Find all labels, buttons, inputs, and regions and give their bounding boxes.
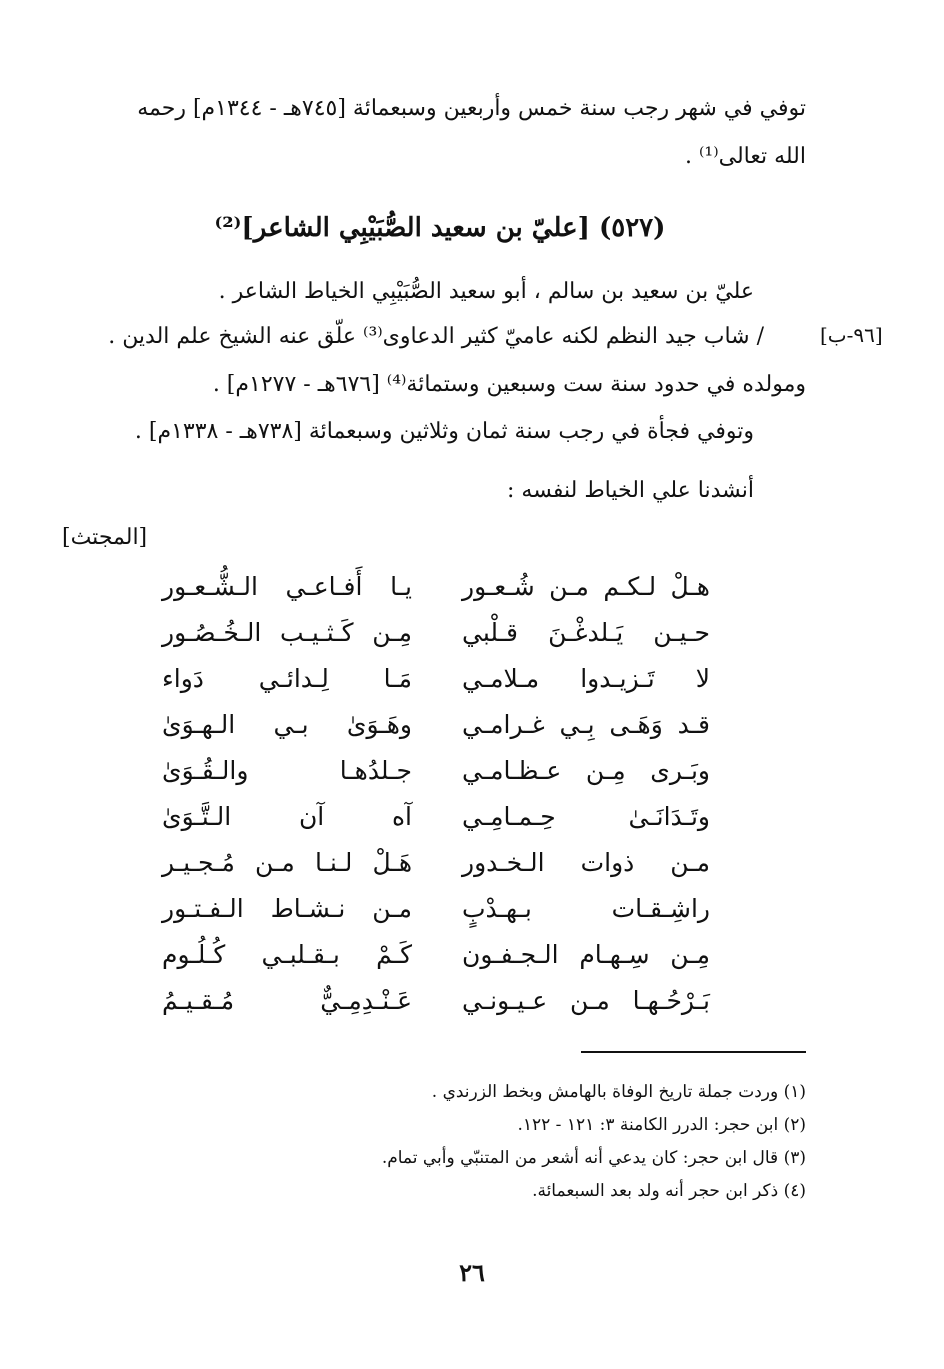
footnote-4: (٤) ذكر ابن حجر أنه ولد بعد السبعمائة.: [532, 1181, 806, 1201]
verse-1-first-hemistich: هـلْ لـكـم مـن شُـعـور: [462, 572, 710, 601]
verse-10-first-hemistich: بَـرْحُـهـا مـن عـيـونـي: [462, 986, 710, 1015]
poem-meter-label: [المجتث]: [62, 525, 148, 550]
verse-2-first-hemistich: حـيـن يَـلدغْـنَ قـلْبي: [462, 618, 710, 647]
entry-line-4: وتوفي فجأة في رجب سنة ثمان وثلاثين وسبعمائة [٧٣٨هـ - ١٣٣٨م] .: [134, 419, 754, 444]
verse-10-second-hemistich: عَـنْـدِمِـيٌّ مُـقـيـمُ: [162, 986, 412, 1015]
verse-4-first-hemistich: قـد وَهَـى بِـي غـرامـي: [462, 710, 710, 739]
entry-line-1: عليّ بن سعيد بن سالم ، أبو سعيد الصُّبَيْبِي الخياط الشاعر .: [218, 279, 754, 304]
verse-1-second-hemistich: يـا أَفـاعـي الـشُّـعـور: [162, 572, 412, 601]
verse-7-second-hemistich: هَـلْ لـنـا مـن مُـجـيـر: [162, 848, 412, 877]
verse-9-second-hemistich: كَـمْ بـقـلبـي كُـلُـوم: [162, 940, 412, 969]
verse-4-second-hemistich: وهَـوَىٰ بـي الـهـوَىٰ: [162, 710, 412, 739]
verse-3-second-hemistich: مَـا لِـدائـي دَواء: [162, 664, 412, 693]
footnote-3: (٣) قال ابن حجر: كان يدعي أنه أشعر من المتنبّي وأبي تمام.: [381, 1148, 806, 1168]
entry-line-3: ومولده في حدود سنة ست وسبعين وستمائة⁽⁴⁾ [٦٧٦هـ - ١٢٧٧م] .: [212, 372, 806, 397]
verse-3-first-hemistich: لا تَـزيـدوا مـلامـي: [462, 664, 710, 693]
footnote-separator: [581, 1051, 806, 1053]
page-number: ٢٦: [459, 1258, 485, 1287]
entry-heading: (٥٢٧) [عليّ بن سعيد الصُّبَيْبِي الشاعر]⁽²⁾: [214, 213, 666, 243]
entry-line-5: أنشدنا علي الخياط لنفسه :: [507, 478, 754, 503]
footnote-2: (٢) ابن حجر: الدرر الكامنة ٣: ١٢١ - ١٢٢.: [517, 1115, 806, 1135]
verse-6-second-hemistich: آه آن الـتَّـوَىٰ: [162, 802, 412, 831]
verse-6-first-hemistich: وتَـدَانَـىٰ حِـمـامِـي: [462, 802, 710, 831]
verse-2-second-hemistich: مِـن كَـثـيـب الـخُـصُـور: [162, 618, 412, 647]
intro-line-2: الله تعالى⁽¹⁾ .: [685, 144, 806, 169]
verse-8-first-hemistich: راشِـقـات بـهـدْبٍ: [462, 894, 710, 923]
footnote-1: (١) وردت جملة تاريخ الوفاة بالهامش وبخط الزرندي .: [431, 1082, 806, 1102]
intro-line-1: توفي في شهر رجب سنة خمس وأربعين وسبعمائة [٧٤٥هـ - ١٣٤٤م] رحمه: [137, 96, 806, 121]
verse-7-first-hemistich: مـن ذوات الـخـدور: [462, 848, 710, 877]
entry-line-2: / شاب جيد النظم لكنه عاميّ كثير الدعاوى⁽³⁾ علّق عنه الشيخ علم الدين .: [108, 324, 764, 349]
verse-5-first-hemistich: وبَـرى مِـن عـظـامـي: [462, 756, 710, 785]
verse-5-second-hemistich: جـلدُهـا والـقُـوَىٰ: [162, 756, 412, 785]
verse-9-first-hemistich: مِـن سِـهـام الـجـفـون: [462, 940, 710, 969]
verse-8-second-hemistich: مـن نـشـاط الـفـتـور: [162, 894, 412, 923]
margin-folio-ref: [٩٦-ب]: [820, 323, 883, 347]
